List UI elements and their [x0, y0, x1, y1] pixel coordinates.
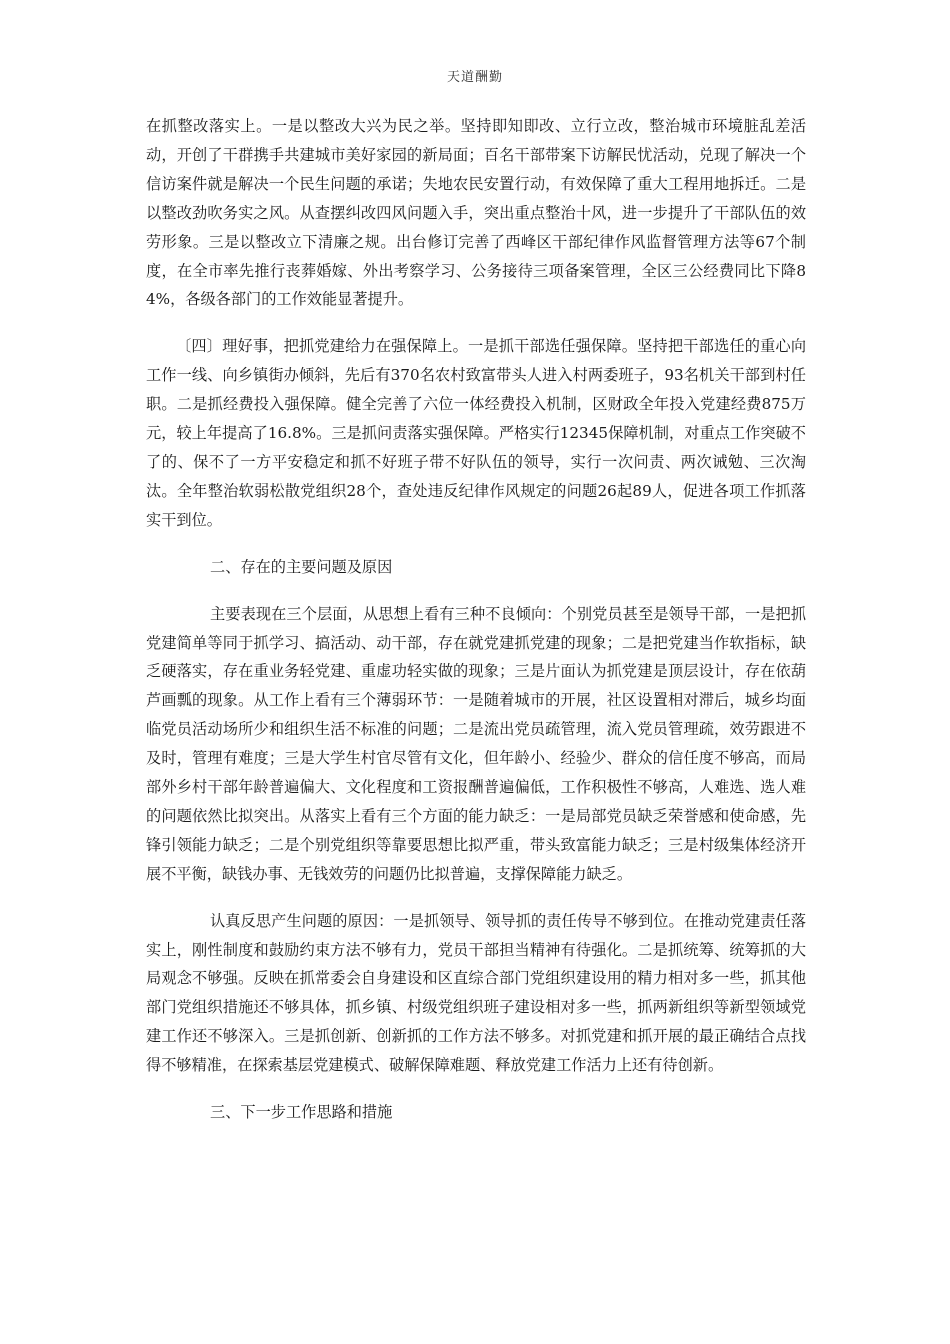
- section-heading-problems: 二、存在的主要问题及原因: [210, 557, 393, 576]
- section-heading-next-steps: 三、下一步工作思路和措施: [210, 1103, 393, 1122]
- paragraph-rectification: 在抓整改落实上。一是以整改大兴为民之举。坚持即知即改、立行立改，整治城市环境脏乱差活动，开创了干群携手共建城市美好家园的新局面；百名干部带案下访解民忧活动，兑现了解决一个信访案件就是解决一个民生问题的承诺；失地农民安置行动，有效保障了重大工程用地拆迁。二是以整改劲吹务实之风。从查摆纠改四风问题入手，突出重点整治十风，进一步提升了干部队伍的效劳形象。三是以整改立下清廉之规。出台修订完善了西峰区干部纪律作风监督管理方法等67个制度，在全市率先推行丧葬婚嫁、外出考察学习、公务接待三项备案管理，全区三公经费同比下降84%，各级各部门的工作效能显著提升。: [146, 117, 806, 309]
- paragraph-problems: 主要表现在三个层面，从思想上看有三种不良倾向：个别党员甚至是领导干部，一是把抓党建简单等同于抓学习、搞活动、动干部，存在就党建抓党建的现象；二是把党建当作软指标，缺乏硬落实，存在重业务轻党建、重虚功轻实做的现象；三是片面认为抓党建是顶层设计，存在依葫芦画瓢的现象。从工作上看有三个薄弱环节：一是随着城市的开展，社区设置相对滞后，城乡均面临党员活动场所少和组织生活不标准的问题；二是流出党员疏管理，流入党员管理疏，效劳跟进不及时，管理有难度；三是大学生村官尽管有文化，但年龄小、经验少、群众的信任度不够高，而局部外乡村干部年龄普遍偏大、文化程度和工资报酬普遍偏低，工作积极性不够高，人难选、选人难的问题依然比拟突出。从落实上看有三个方面的能力缺乏：一是局部党员缺乏荣誉感和使命感，先锋引领能力缺乏；二是个别党组织等靠要思想比拟严重，带头致富能力缺乏；三是村级集体经济开展不平衡，缺钱办事、无钱效劳的问题仍比拟普遍，支撑保障能力缺乏。: [146, 604, 806, 883]
- page-header: 天道酬勤: [446, 70, 503, 85]
- document-body: [146, 112, 806, 1145]
- paragraph-causes: 认真反思产生问题的原因：一是抓领导、领导抓的责任传导不够到位。在推动党建责任落实上，刚性制度和鼓励约束方法不够有力，党员干部担当精神有待强化。二是抓统筹、统筹抓的大局观念不够强。反映在抓常委会自身建设和区直综合部门党组织建设用的精力相对多一些，抓其他部门党组织措施还不够具体，抓乡镇、村级党组织班子建设相对多一些，抓两新组织等新型领域党建工作还不够深入。三是抓创新、创新抓的工作方法不够多。对抓党建和抓开展的最正确结合点找得不够精准，在探索基层党建模式、破解保障难题、释放党建工作活力上还有待创新。: [146, 911, 806, 1075]
- paragraph-guarantee: 〔四〕理好事，把抓党建给力在强保障上。一是抓干部选任强保障。坚持把干部选任的重心向工作一线、向乡镇街办倾斜，先后有370名农村致富带头人进入村两委班子，93名机关干部到村任职。二是抓经费投入强保障。健全完善了六位一体经费投入机制，区财政全年投入党建经费875万元，较上年提高了16.8%。三是抓问责落实强保障。严格实行12345保障机制，对重点工作突破不了的、保不了一方平安稳定和抓不好班子带不好队伍的领导，实行一次问责、两次诫勉、三次淘汰。全年整治软弱松散党组织28个，查处违反纪律作风规定的问题26起89人，促进各项工作抓落实干到位。: [146, 337, 806, 529]
